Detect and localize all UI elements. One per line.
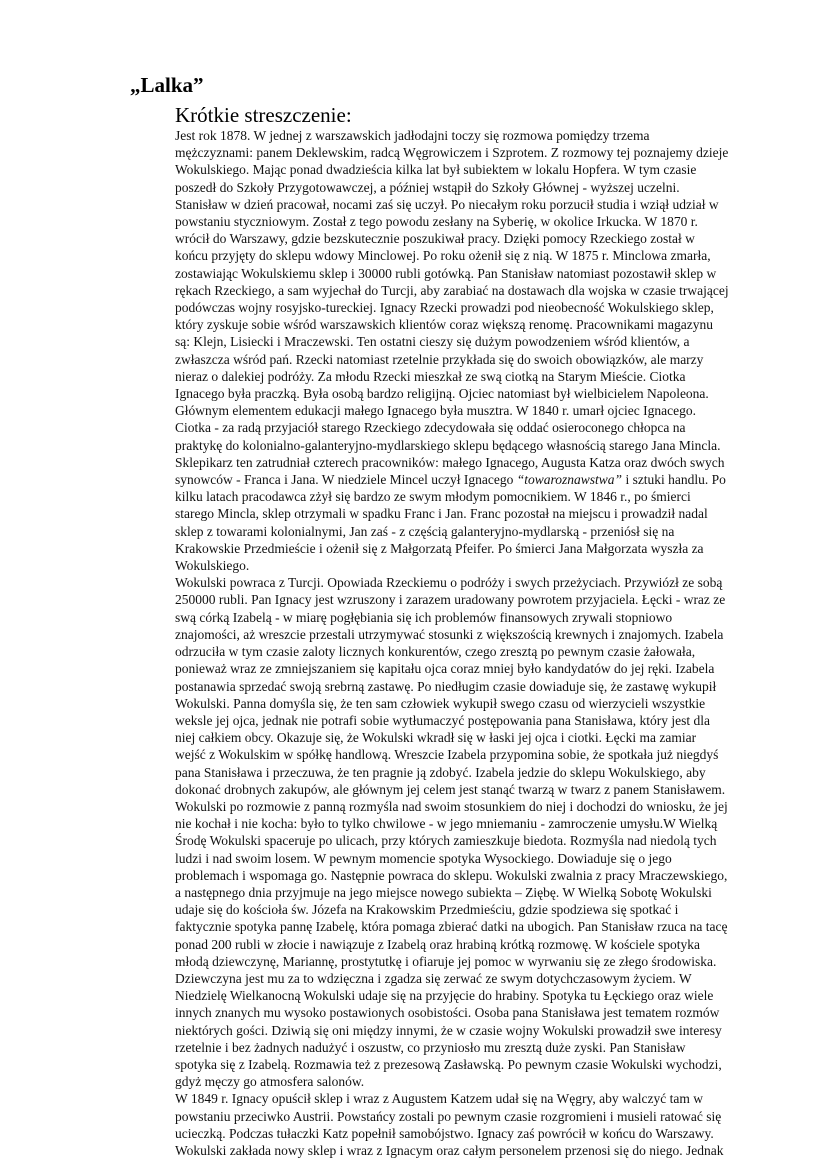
text-line: problemach i wspomaga go. Następnie powraca do sklepu. Wokulski zwalnia z pracy Mraczewskiego,	[175, 867, 728, 883]
text-line: znajomości, aż wreszcie przestali utrzymywać stosunki z większością krewnych i znajomych. Izabela	[175, 626, 724, 642]
text-line: końcu przyjęty do sklepu wdowy Minclowej. Po roku ożenił się z nią. W 1875 r. Minclowa zmarła,	[175, 248, 711, 264]
text-line: rzetelnie i bez żadnych nadużyć i oszustw, co przyniosło mu zresztą duże zyski. Pan Stanisław	[175, 1039, 686, 1055]
text-line: Jest rok 1878. W jednej z warszawskich jadłodajni toczy się rozmowa pomiędzy trzema	[175, 128, 650, 143]
text-line: ponad 200 rubli w złocie i nawiązuje z Izabelą oraz hrabiną krótką rozmowę. W kościele spotyka	[175, 936, 701, 952]
text-line: kilku latach pracodawca zżył się bardzo ze swym młodym pomocnikiem. W 1846 r., po śmierci	[175, 489, 691, 505]
text-line: faktycznie spotyka pannę Izabelę, która pomaga zbierać datki na ubogich. Pan Stanisław rzuca na tacę	[175, 919, 728, 935]
paragraph	[175, 127, 753, 574]
text-line: nie kochał i nie kocha: było to tylko chwilowe - w jego mniemaniu - zamroczenie umysłu.W Wielką	[175, 816, 718, 832]
text-line: Ignacego była praczką. Była osobą bardzo religijną. Ojciec natomiast był wielbicielem Napoleona.	[175, 386, 709, 402]
text-line: Wokulski. Panna domyśla się, że ten sam człowiek wykupił swego czasu od wierzycieli wszystkie	[175, 695, 706, 711]
text-line: praktykę do kolonialno-galanteryjno-mydlarskiego sklepu będącego własnością starego Jana Mincla.	[175, 437, 721, 453]
text-line: a następnego dnia przyjmuje na jego miejsce nowego subiekta – Ziębę. W Wielką Sobotę Wokulski	[175, 884, 712, 900]
text-line: swą córką Izabelą - w miarę pogłębiania się ich problemów finansowych zrywali stopniowo	[175, 609, 673, 625]
text-line: niej całkiem obcy. Okazuje się, że Wokulski wkradł się w łaski jej ojca i ciotki. Łęcki ma zamiar	[175, 730, 697, 746]
text-line: starego Mincla, sklep otrzymali w spadku Franc i Jan. Franc pozostał na miejscu i prowadził nadal	[175, 506, 708, 522]
text-line: weksle jej ojca, jednak nie potrafi sobie wytłumaczyć postępowania pana Stanisława, który jest dla	[175, 712, 710, 728]
text-line: Niedzielę Wielkanocną Wokulski udaje się na przyjęcie do hrabiny. Spotyka tu Łęckiego oraz wiele	[175, 988, 714, 1004]
text-line: ponieważ wraz ze zmniejszaniem się kapitału ojca coraz mniej było kandydatów do jej ręki. Izabela	[175, 661, 715, 677]
text-line: postanawia sprzedać swoją srebrną zastawę. Po niedługim czasie dowiaduje się, że zastawę wykupił	[175, 678, 717, 694]
text-line: udaje się do kościoła św. Józefa na Krakowskim Przedmieściu, gdzie spodziewa się spotkać i	[175, 902, 679, 918]
text-line: Ciotka - za radą przyjaciół starego Rzeckiego zdecydowała się oddać osieroconego chłopca na	[175, 420, 686, 436]
text-line: innych znanych mu wysoko postawionych osobistości. Osoba pana Stanisława jest tematem rozmów	[175, 1005, 720, 1021]
text-line: są: Klejn, Lisiecki i Mraczewski. Ten ostatni cieszy się dużym powodzeniem wśród klientów, a	[175, 334, 690, 350]
document-subtitle: Krótkie streszczenie:	[175, 103, 352, 127]
document-title: „Lalka”	[130, 73, 204, 97]
text-line: nieraz o dalekiej podróży. Za młodu Rzecki mieszkał ze swą ciotką na Starym Mieście. Ciotka	[175, 368, 686, 384]
text-line: spotyka się z Izabelą. Rozmawia też z prezesową Zasławską. Po pewnym czasie Wokulski wychodzi,	[175, 1056, 722, 1072]
text-line: zostawiając Wokulskiemu sklep i 30000 rubli gotówką. Pan Stanisław natomiast pozostawił sklep w	[175, 265, 717, 281]
paragraph	[175, 1090, 753, 1159]
text-line: Krakowskie Przedmieście i ożenił się z Małgorzatą Pfeifer. Po śmierci Jana Małgorzata wyszła za	[175, 540, 704, 556]
text-line: powstaniu przeciwko Austrii. Powstańcy zostali po pewnym czasie rozgromieni i musieli ratować się	[175, 1108, 722, 1124]
text-line: Sklepikarz ten zatrudniał czterech pracowników: małego Ignacego, Augusta Katza oraz dwóch swych	[175, 454, 725, 470]
text-line: Dziewczyna jest mu za to wdzięczna i zgadza się zerwać ze swym dotychczasowym życiem. W	[175, 970, 692, 986]
text-line: który zyskuje sobie wśród warszawskich klientów coraz większą renomę. Pracownikami magazynu	[175, 317, 713, 333]
text-line: wrócił do Warszawy, gdzie bezskutecznie poszukiwał pracy. Dzięki pomocy Rzeckiego został w	[175, 231, 695, 247]
text-line: zwłaszcza wśród pań. Rzecki natomiast rzetelnie przykłada się do swoich obowiązków, ale marzy	[175, 351, 704, 367]
text-line: 250000 rubli. Pan Ignacy jest wzruszony i zarazem uradowany powrotem przyjaciela. Łęcki - wraz ze	[175, 592, 726, 608]
text-line: Wokulskiego. Mając ponad dwadzieścia kilka lat był subiektem w lokalu Hopfera. W tym czasie	[175, 162, 697, 178]
text-line: Wokulskiego.	[175, 558, 250, 574]
text-line: poszedł do Szkoły Przygotowawczej, a później wstąpił do Szkoły Głównej - wyższej uczelni.	[175, 179, 680, 195]
text-line: młodą dziewczynę, Mariannę, prostytutkę i ofiaruje jej pomoc w wyrwaniu się ze złego środowiska.	[175, 953, 717, 969]
text-line: mężczyznami: panem Deklewskim, radcą Węgrowiczem i Szprotem. Z rozmowy tej poznajemy dzieje	[175, 145, 729, 161]
text-line: dokonać drobnych zakupów, ale głównym jej celem jest stanąć twarzą w twarz z panem Stanisławem.	[175, 781, 726, 797]
text-line: synowców - Franca i Jana. W niedziele Mincel uczył Ignacego “towaroznawstwa” i sztuki handlu. Po	[175, 472, 726, 488]
text-line: Wokulski po rozmowie z panną rozmyśla nad swoim stosunkiem do niej i dochodzi do wniosku, że jej	[175, 798, 728, 814]
paragraph	[175, 574, 753, 1090]
text-line: Wokulski powraca z Turcji. Opowiada Rzeckiemu o podróży i swych przeżyciach. Przywiózł ze sobą	[175, 575, 723, 591]
text-line: powstaniu styczniowym. Został z tego powodu zesłany na Syberię, w okolice Irkucka. W 1870 r.	[175, 214, 698, 230]
text-line: W 1849 r. Ignacy opuścił sklep i wraz z Augustem Katzem udał się na Węgry, aby walczyć tam w	[175, 1091, 703, 1107]
text-line: Głównym elementem edukacji małego Ignacego była musztra. W 1840 r. umarł ojciec Ignacego.	[175, 403, 696, 419]
text-line: odrzuciła w tym czasie zaloty licznych konkurentów, czego zresztą po pewnym czasie żałowała,	[175, 644, 696, 660]
text-line: gdyż męczy go atmosfera salonów.	[175, 1074, 365, 1090]
text-line: pana Stanisława i przeczuwa, że ten pragnie ją zdobyć. Izabela jedzie do sklepu Wokulskiego, aby	[175, 764, 706, 780]
text-line: Stanisław w dzień pracował, nocami zaś się uczył. Po niecałym roku porzucił studia i wziął udział w	[175, 196, 719, 212]
text-line: podówczas wojny rosyjsko-tureckiej. Ignacy Rzecki prowadzi pod nieobecność Wokulskiego sklep,	[175, 300, 714, 316]
text-line: Środę Wokulski spaceruje po ulicach, przy których zamieszkuje biedota. Rozmyśla nad niedolą tych	[175, 833, 717, 849]
document-body	[175, 127, 753, 1159]
text-line: ucieczką. Podczas tułaczki Katz popełnił samobójstwo. Ignacy zaś powrócił w końcu do Warszawy.	[175, 1125, 714, 1141]
text-line: Wokulski zakłada nowy sklep i wraz z Ignacym oraz całym personelem przenosi się do niego. Jednak	[175, 1142, 724, 1158]
text-line: rękach Rzeckiego, a sam wyjechał do Turcji, aby zarabiać na dostawach dla wojska w czasie trwającej	[175, 282, 729, 298]
text-line: wejść z Wokulskim w spółkę handlową. Wreszcie Izabela przypomina sobie, że spotkała już niegdyś	[175, 747, 719, 763]
text-line: sklep z towarami kolonialnymi, Jan zaś - z częścią galanteryjno-mydlarską - przeniósł się na	[175, 523, 675, 539]
text-line: ludzi i nad swoim losem. W pewnym momencie spotyka Wysockiego. Dowiaduje się o jego	[175, 850, 672, 866]
text-line: niektórych gości. Dziwią się oni między innymi, że w czasie wojny Wokulski prowadził swe interesy	[175, 1022, 722, 1038]
